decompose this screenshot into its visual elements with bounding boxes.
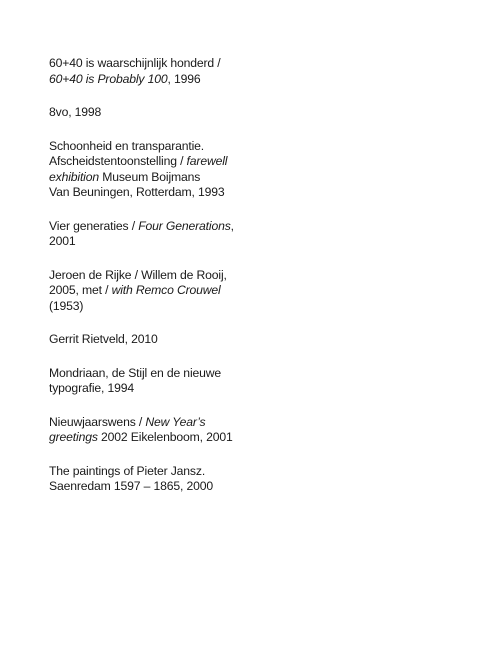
entry-line — [49, 185, 264, 201]
italic-text-segment: New Year’s — [145, 414, 206, 429]
document-page — [49, 56, 264, 513]
text-segment: , — [230, 218, 234, 233]
text-segment: Museum Boijmans — [99, 169, 201, 184]
entry-line — [49, 139, 264, 155]
publication-entry — [49, 332, 264, 348]
text-segment: 8vo, 1998 — [49, 105, 102, 119]
entry-line — [49, 430, 264, 446]
entry-line — [49, 56, 264, 72]
entry-line — [49, 366, 264, 382]
entry-line — [49, 170, 264, 186]
text-segment: 2002 Eikelenboom, 2001 — [97, 430, 233, 444]
publication-entry — [49, 105, 264, 121]
text-segment: typografie, 1994 — [49, 381, 135, 395]
text-segment: 2005, met / — [49, 283, 112, 297]
entry-line — [49, 72, 264, 88]
text-segment: Schoonheid en transparantie. — [49, 138, 205, 153]
text-segment: Van Beuningen, Rotterdam, 1993 — [49, 185, 225, 199]
publication-entry — [49, 56, 264, 87]
publication-entry — [49, 268, 264, 315]
text-segment: Nieuwjaarswens / — [49, 414, 146, 429]
entry-line — [49, 381, 264, 397]
publication-list — [49, 56, 264, 495]
text-segment: Vier generaties / — [49, 218, 139, 233]
entry-line — [49, 479, 264, 495]
entry-line — [49, 415, 264, 431]
italic-text-segment: with Remco Crouwel — [111, 283, 221, 297]
text-segment: (1953) — [49, 298, 84, 313]
entry-line — [49, 283, 264, 299]
entry-line — [49, 299, 264, 315]
entry-line — [49, 234, 264, 250]
text-segment: Afscheidstentoonstelling / — [49, 154, 187, 168]
text-segment: Gerrit Rietveld, 2010 — [49, 332, 158, 346]
text-segment: Mondriaan, de Stijl en de nieuwe — [49, 365, 222, 380]
entry-line — [49, 105, 264, 121]
publication-entry — [49, 366, 264, 397]
text-segment: 60+40 is waarschijnlijk honderd / — [49, 56, 221, 70]
italic-text-segment: exhibition — [49, 169, 99, 184]
text-segment: Saenredam 1597 – 1865, 2000 — [49, 479, 214, 493]
entry-line — [49, 464, 264, 480]
italic-text-segment: greetings — [49, 430, 98, 444]
italic-text-segment: 60+40 is Probably 100 — [49, 71, 168, 86]
entry-line — [49, 219, 264, 235]
publication-entry — [49, 139, 264, 201]
publication-entry — [49, 219, 264, 250]
entry-line — [49, 332, 264, 348]
publication-entry — [49, 415, 264, 446]
italic-text-segment: Four Generations — [138, 218, 231, 233]
text-segment: The paintings of Pieter Jansz. — [49, 463, 206, 478]
text-segment: 2001 — [49, 234, 76, 248]
text-segment: , 1996 — [167, 71, 201, 86]
italic-text-segment: farewell — [186, 154, 228, 168]
text-segment: Jeroen de Rijke / Willem de Rooij, — [49, 267, 227, 282]
publication-entry — [49, 464, 264, 495]
entry-line — [49, 154, 264, 170]
entry-line — [49, 268, 264, 284]
